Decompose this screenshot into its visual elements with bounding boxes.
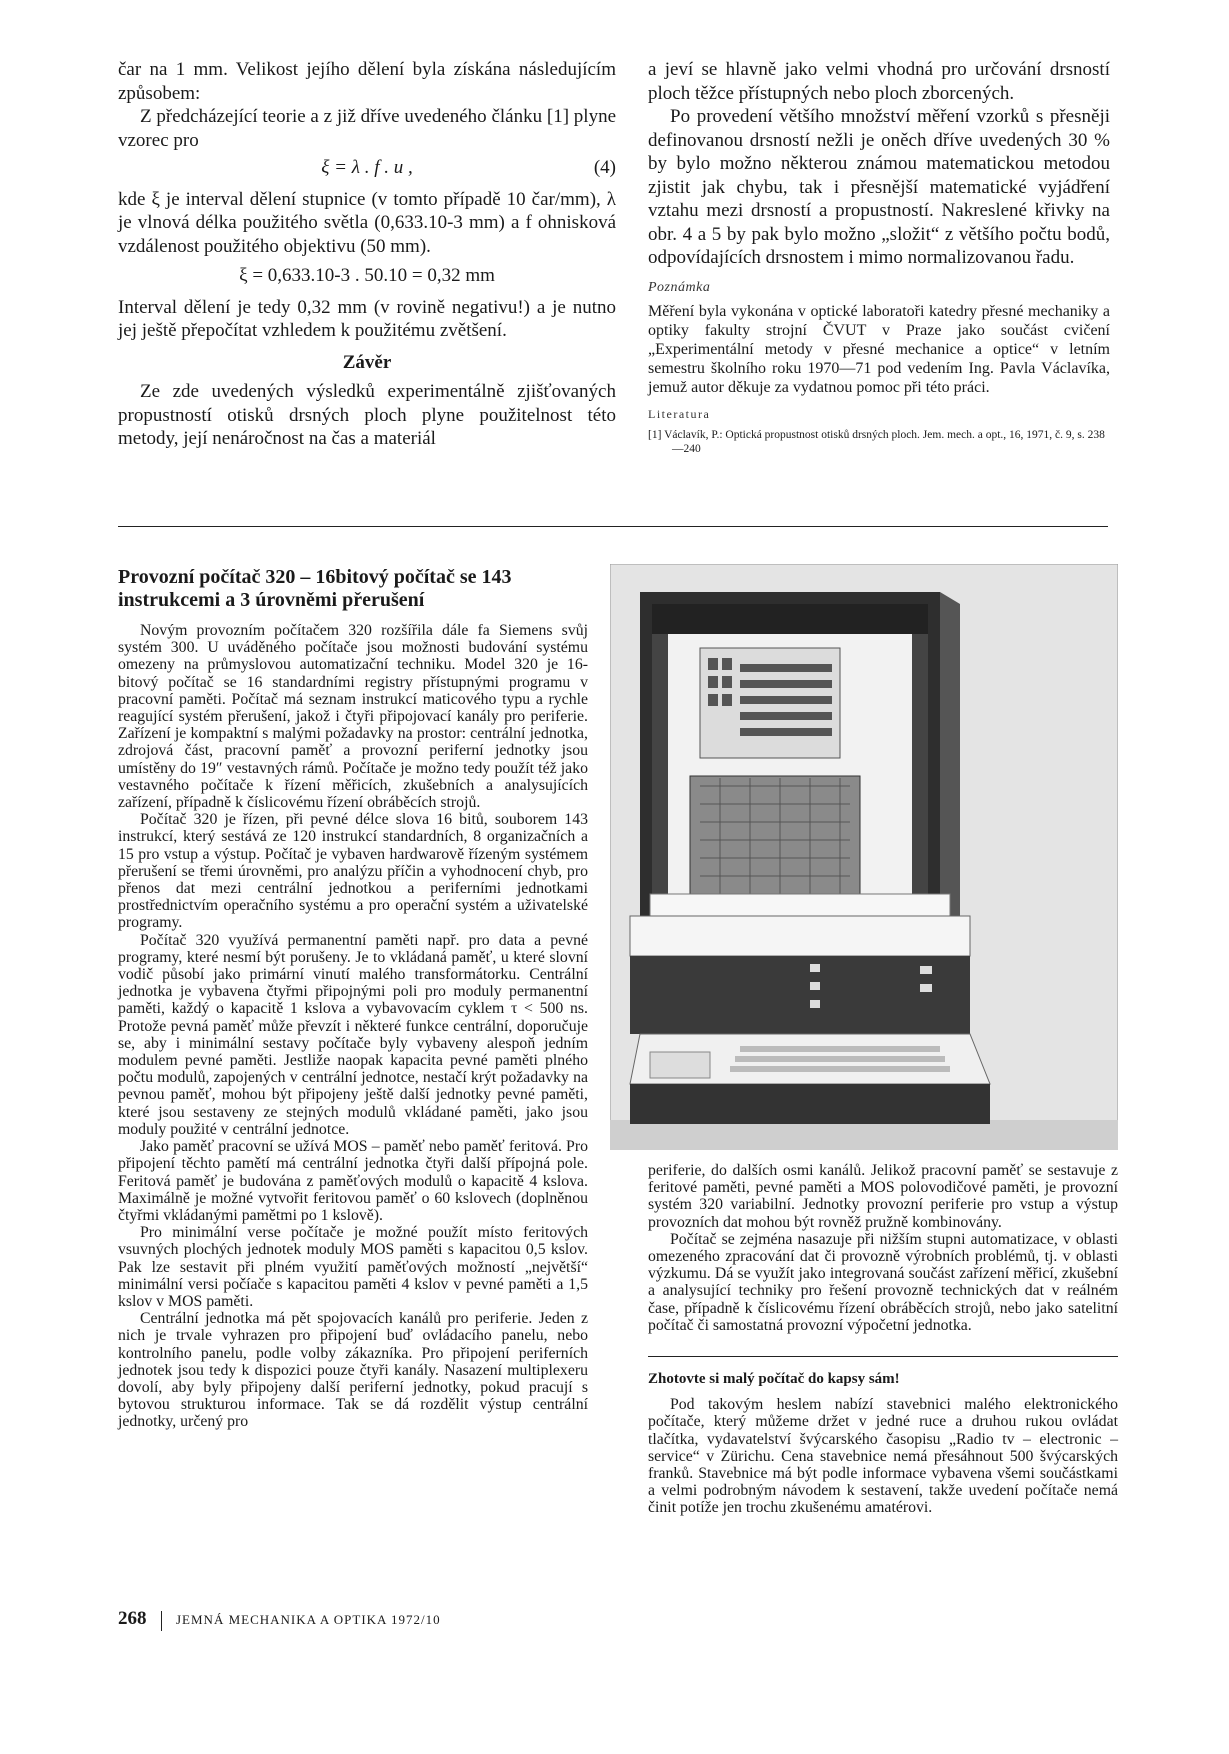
page-footer: [118, 1608, 441, 1631]
paragraph: a jeví se hlavně jako velmi vhodná pro určování drsností ploch těžce přístupných nebo ploch zborcených.: [648, 59, 1110, 104]
paragraph: čar na 1 mm. Velikost jejího dělení byla získána následujícím způsobem:: [118, 59, 616, 104]
footer-separator: [161, 1611, 162, 1631]
box-divider: [648, 1356, 1118, 1357]
box-title: Zhotovte si malý počítač do kapsy sám!: [648, 1371, 900, 1388]
note-text: Měření byla vykonána v optické laboratoři katedry přesné mechaniky a optiky fakulty strojní ČVUT v Praze jako součást cvičení „Experimentální metody v přesné mechanice a optice“ v letním semestru školního roku 1970—71 pod vedením Ing. Pavla Václavíka, jemuž autor děkuje za vydatnou pomoc při této práci.: [648, 302, 1110, 396]
page-number: 268: [118, 1608, 147, 1629]
article-paragraph: Centrální jednotka má pět spojovacích kanálů pro periferie. Jeden z nich je trvale vyhrazen pro připojení buď ovládacího panelu, nebo kontrolního panelu, podle volby zákazníka. Pro připojení periferních jednotek jsou tedy k dispozici pouze čtyři kanály. Nasazení multiplexeru dovolí, aby byly připojeny další periferní jednotky, pokud pracují s bytovou strukturou informace. Tak se dá rozdělit výstup centrální jednotky, určený pro: [118, 1310, 588, 1431]
paragraph: Interval dělení je tedy 0,32 mm (v rovině negativu!) a je nutno jej ještě přepočítat vzhledem k použitému zvětšení.: [118, 296, 616, 341]
top-left-column: [118, 58, 616, 451]
article-paragraph: Novým provozním počítačem 320 rozšířila dále fa Siemens svůj systém 300. U uváděného počítače jsou možnosti budování systému omezeny na průmyslovou automatizační techniku. Model 320 je 16-bitový počítač se 16 standardními registry přístupnými programu v pracovní paměti. Počítač má seznam instrukcí maticového typu a rychle reagující systém přerušení, jakož i čtyři připojovací kanály pro periferie. Zařízení je kompaktní s malými požadavky na prostor: centrální jednotka, zdrojová část, pracovní paměť a provozní periferní jednotky jsou umístěny do 19″ vestavných rámů. Počítače je možno tedy použít též jako vestavného počítače k řízení měřicích, zkušebních a analysujících zařízení, případně k číslicovému řízení obráběcích strojů.: [118, 622, 588, 812]
box-text: Pod takovým heslem nabízí stavebnici malého elektronického počítače, který můžeme držet v jedné ruce a druhou rukou ovládat tlačítka, vydavatelství švýcarského časopisu „Radio tv – electronic – service“ v Zürichu. Cena stavebnice nemá přesáhnout 500 švýcarských franků. Stavebnice má být podle informace vybavena všemi součástkami a velmi podrobným návodem k sestavení, takže uvedení počítače nemá činit potíže jen trochu zkušenému amatérovi.: [648, 1396, 1118, 1517]
article-paragraph: Pro minimální verse počítače je možné použít místo feritových vsuvných plochých jednotek moduly MOS paměti s kapacitou 0,5 kslov. Pak lze sestavit při plném využití paměťových možností „největší“ minimální versi počíače s kapacitou paměti 4 kslov v pevné paměti a 1,5 kslov v MOS paměti.: [118, 1224, 588, 1310]
article-paragraph: Počítač 320 využívá permanentní paměti např. pro data a pevné programy, které nesmí být porušeny. Je to vkládaná paměť, u které slovní vodič působí jako primární vinutí malého transformátorku. Centrální jednotka je vybavena čtyřmi připojnými poli pro moduly permanentní paměti, každý o kapacitě 1 kslova a vybavovacím cyklem τ < 500 ns. Protože pevná paměť může převzít i některé funkce centrální, doporučuje se, aby i minimální sestavy počítače byly vybaveny alespoň jedním modulem pevné paměti. Jestliže naopak kapacita pevné paměti plného počtu modulů, zapojených v centrální jednotce, nestačí krýt požadavky na pevnou paměť, mohou být připojeny ještě další jednotky pevné paměti, které jsou sestaveny ze stejných modulů vkládané paměti, jako jsou moduly použité v centrální jednotce.: [118, 931, 588, 1138]
article-paragraph: Počítač 320 je řízen, při pevné délce slova 16 bitů, souborem 143 instrukcí, který sestává ze 120 instrukcí standardních, 8 organizačních a 15 pro vstup a výstup. Počítač je vybaven hardwarově řízeným systémem přerušení se třemi úrovněmi, pro analýzu příčin a vyhodnocení chyb, pro přenos dat mezi centrální jednotkou a periferními jednotkami prostřednictvím operačního systému a pro operační systém a uživatelské programy.: [118, 811, 588, 932]
paragraph: Ze zde uvedených výsledků experimentálně zjišťovaných propustností otisků drsných ploch plyne použitelnost této metody, její nenáročnost na čas a materiál: [118, 381, 616, 449]
article-paragraph: periferie, do dalších osmi kanálů. Jelikož pracovní paměť se sestavuje z feritové paměti, pevné paměti a MOS polovodičové paměti, je provozní systém 320 variabilní. Jednotky provozní periferie pro vstup a výstup provozních dat mohou být rovněž pružně kombinovány.: [648, 1162, 1118, 1231]
section-heading: Závěr: [342, 351, 392, 373]
literature-entry: [1] Václavík, P.: Optická propustnost otisků drsných ploch. Jem. mech. a opt., 16, 1971, č. 9, s. 238—240: [648, 428, 1105, 455]
article-right-column: [648, 1162, 1118, 1517]
article-paragraph: Jako paměť pracovní se užívá MOS – paměť nebo paměť feritová. Pro připojení těchto pamětí má centrální jednotka čtyři další přípojná pole. Feritová paměť je budována z paměťových modulů o kapacitě 4 kslova. Maximálně je možné vytvořit feritovou paměť o 60 kslovech (doplněnou čtyřmi vkládanými pamětmi po 1 kslově).: [118, 1138, 588, 1224]
formula-4: [118, 156, 616, 180]
formula-text: ξ = λ . f . u ,: [321, 157, 413, 178]
article-paragraph: Počítač se zejména nasazuje při nižším stupni automatizace, v oblasti omezeného zpracování dat či provozně výrobních problémů, tj. v oblasti výzkumu. Dá se využít jako integrovaná součást zařízení měřicí, zkušební a analysující techniky pro řešení provozně technických dat v reálném čase, případně k číslicovému řízení obráběcích strojů, nebo jako satelitní počítač či samostatná provozní výpočetní jednotka.: [648, 1230, 1118, 1334]
computer-cabinet-photo: [610, 564, 1118, 1150]
paragraph: kde ξ je interval dělení stupnice (v tomto případě 10 čar/mm), λ je vlnová délka použitého světla (0,633.10-3 mm) a f ohnisková vzdálenost použitého objektivu (50 mm).: [118, 188, 616, 257]
paragraph: Po provedení většího množství měření vzorků s přesněji definovanou drsností nežli je oněch dříve uvedených 30 % by bylo možno některou známou matematickou metodou zjistit jak chybu, tak i přesnější matematické vyjádření vztahu mezi drsností a propustností. Nakreslené křivky na obr. 4 a 5 by pak bylo možno „složit“ z většího počtu bodů, odpovídajících drsnostem i mimo normalizovanou řadu.: [648, 106, 1110, 268]
article-left-column: [118, 566, 588, 1431]
top-right-column: [648, 58, 1110, 456]
journal-name: JEMNÁ MECHANIKA A OPTIKA 1972/10: [176, 1612, 441, 1627]
note-heading: Poznámka: [648, 279, 711, 295]
paragraph: Z předcházející teorie a z již dříve uvedeného článku [1] plyne vzorec pro: [118, 106, 616, 151]
equation-number: (4): [593, 157, 616, 178]
formula-calculation: ξ = 0,633.10-3 . 50.10 = 0,32 mm: [239, 265, 495, 286]
article-title: Provozní počítač 320 – 16bitový počítač se 143 instrukcemi a 3 úrovněmi přerušení: [118, 566, 512, 611]
section-divider: [118, 526, 1108, 527]
literature-heading: Literatura: [648, 406, 711, 421]
